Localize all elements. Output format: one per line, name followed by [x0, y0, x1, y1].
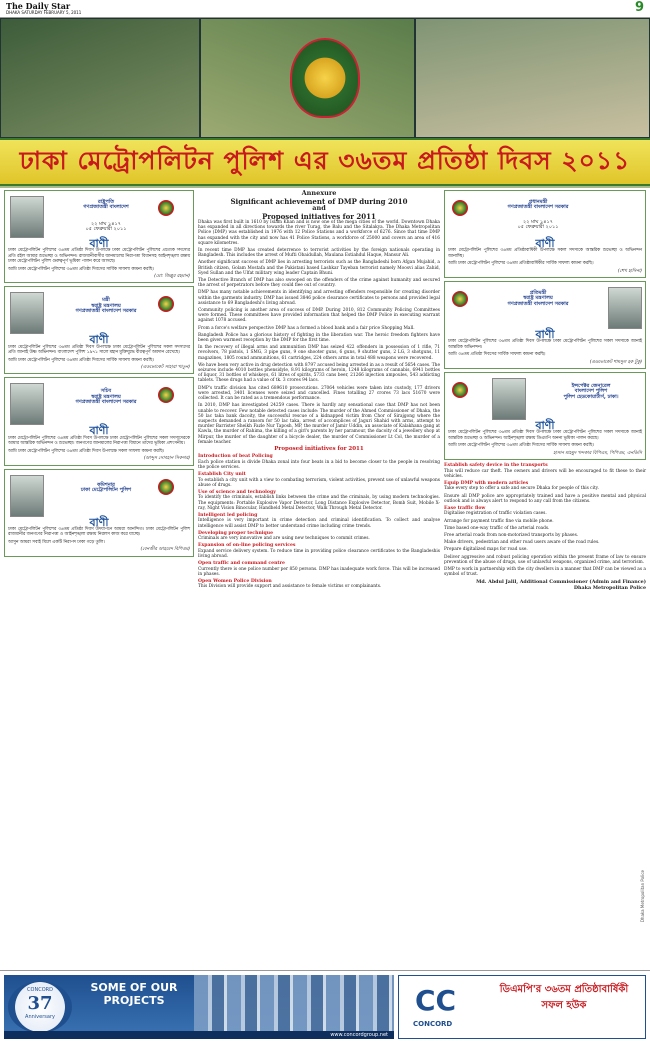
concord-greeting-ad	[398, 975, 646, 1039]
message-heading: বাণী	[89, 237, 109, 250]
annex-label: Annexure	[301, 189, 337, 197]
government-seal-icon	[158, 200, 174, 216]
company-name: CONCORD	[413, 1020, 453, 1028]
middle-column	[198, 190, 440, 592]
secretary-portrait	[10, 383, 44, 425]
initiative-heading: Open Women Police Division	[198, 579, 272, 585]
initiative-heading: Establish safety device in the transports	[444, 463, 548, 469]
header-banner	[0, 18, 650, 188]
annex-title: Significant achievement of DMP during 2010	[230, 196, 408, 206]
ad-url[interactable]: www.concordgroup.net	[4, 1031, 394, 1039]
initiative-heading: Introduction of beat Policing	[198, 454, 273, 460]
igp-message	[444, 372, 646, 460]
initiative-text: This will reduce car theft. The owners and drivers will be encouraged to fit these to their vehicles.	[444, 468, 646, 479]
president-message	[4, 190, 194, 283]
commissioner-message	[4, 469, 194, 557]
initiative-heading: Equip DMP with modern articles	[444, 480, 529, 486]
ad-tagline: SOME OF OUR PROJECTS	[90, 981, 178, 1007]
initiative-text: Currently there is one police number per 850 persons. DMP has inadequate work force. This will be increased in phases.	[198, 566, 440, 577]
message-body-closing: আসুন আমরা সবাই মিলে একটি নিরাপদ ঢাকা গড়ে তুলি।	[8, 539, 105, 545]
message-signature: (আব্দুস সোবহান সিকদার)	[143, 456, 190, 462]
message-body-closing: আমি ঢাকা মেট্রোপলিটন পুলিশের ৩৬তম প্রতিষ্ঠাবার্ষিকীর সার্বিক সাফল্য কামনা করছি।	[448, 261, 594, 267]
prime-minister-message	[444, 190, 646, 278]
government-seal-icon	[158, 296, 174, 312]
annex-heading	[198, 190, 440, 220]
initiative-text: Expand service delivery system. To reduce time in providing police clearance certificates to the Bangladeshis living abroad.	[198, 548, 440, 559]
message-body: ঢাকা মেট্রোপলিটন পুলিশের ৩৬তম প্রতিষ্ঠা দিবস উদযাপনে আমরা আনন্দিত। ঢাকা মেট্রোপলিটন পুলিশ রাজধানীর জনগণের নিরাপত্তা ও আইনশৃঙ্খলা রক্ষায় নিরলস কাজ করে যাচ্ছে।	[8, 526, 190, 538]
concord-projects-ad	[4, 975, 394, 1039]
igp-role: ইন্সপেক্টর জেনারেল বাংলাদেশ পুলিশ পুলিশ হেডকোয়ার্টার্স, ঢাকা।	[563, 383, 619, 400]
message-body-closing: আমি ঢাকা মেট্রোপলিটন পুলিশের ৩৬তম প্রতিষ্ঠা দিবসের সার্বিক সাফল্য কামনা করছি।	[8, 357, 154, 363]
message-body: ঢাকা মেট্রোপলিটন পুলিশের ৩৬তম প্রতিষ্ঠা দিবস উপলক্ষে ঢাকা মেট্রোপলিটন পুলিশের সকল সদস্যকে জানাই আন্তরিক অভিনন্দন।	[448, 339, 642, 350]
home-minister-message	[4, 286, 194, 374]
message-signature: (এডভোকেট শামসুল হক টুকু)	[589, 359, 642, 365]
annex-paragraph: The Detective Branch of DMP has also swooped on the offenders of the crime against humanity and secured the arrest of perpetrators before they could flee out of country.	[198, 278, 440, 289]
badge-number: 37	[27, 993, 53, 1014]
initiative-text: Arrange for payment traffic fine via mobile phone.	[444, 518, 554, 524]
message-body: ঢাকা মেট্রোপলিটন পুলিশের ৩৬তম প্রতিষ্ঠা দিবস উপলক্ষে ঢাকা মেট্রোপলিটন পুলিশের সকল সদস্যদের প্রতি জানাই উষ্ণ অভিনন্দন। বাংলাদেশ পুলিশ ১৯৭১ সালে মহান মুক্তিযুদ্ধে বীরত্বপূর্ণ অবদান রেখেছে।	[8, 344, 190, 356]
annex-paragraph: Community policing is another area of success of DMP. During 2010, 812 Community Policing Committees were formed. These committees have provided information that helped the DMP Police in executing warrant against 1078 accused.	[198, 308, 440, 324]
initiatives-continued	[444, 463, 646, 577]
message-body: ঢাকা মেট্রোপলিটন পুলিশের ৩৬তম প্রতিষ্ঠা দিবস উপলক্ষে ঢাকা মেট্রোপলিটন পুলিশের সকল সদস্যদেরকে আমার আন্তরিক অভিনন্দন ও শুভেচ্ছা। জনগণের জানমালের নিরাপত্তা বিধানে তাদের ভূমিকা প্রশংসনীয়।	[8, 435, 190, 447]
message-signature: (বেনজীর আহমেদ বিপিএম)	[140, 547, 190, 553]
annex-paragraph: Dhaka was first built in 1610 by Islam Khan and is now one of the mega cities of the world. Downtown Dhaka has expanded in all directions towards the river Turag, the Balu and the Sitalakya. The Dhaka Metropolitan Police (DMP) was established in 1976 with 12 Police Stations and a workforce of 6276. Since that time DMP has expanded with the city and now has 41 Police Stations, a workforce of 25000 and covers an area of 416 square kilometres.	[198, 220, 440, 246]
initiative-text: Each police station is divide Dhaka zonal into four beats in a bid to become closer to the people in resolving the police services.	[198, 459, 440, 470]
initiative-text: Digitalise registration of traffic violation cases.	[444, 511, 547, 517]
left-column	[4, 190, 194, 560]
home-minister-role: মন্ত্রী স্বরাষ্ট্র মন্ত্রণালয় গণপ্রজাতন্ত্রী বাংলাদেশ সরকার	[75, 297, 137, 315]
badge-brand: CONCORD	[27, 987, 53, 993]
message-heading: বাণী	[535, 237, 555, 250]
state-minister-role: প্রতিমন্ত্রী স্বরাষ্ট্র মন্ত্রণালয় গণপ্রজাতন্ত্রী বাংলাদেশ সরকার	[507, 290, 569, 307]
annex-paragraph: Another significant success of DMP lies in arresting terrorists such as the Bangladeshi born Afgan Mujahid, a British citizen, Golam Mostafa and the Pakistani based Lashkar Tayeban terrorist namely Moosvi alias Zahid, Syed Sullan and the Ulfat military wing leader Captain Bhuni.	[198, 260, 440, 276]
annex-paragraph: DMP's traffic division has cited 689610 prosecutions. 27064 vehicles were taken into custody, 177 drivers were arrested, 3401 licenses were seized and cancelled. Fines totalling 27 crores 73 lacs 51670 were collected. It can be rated as a tremendous performance.	[198, 385, 440, 402]
page-title: ঢাকা মেট্রোপলিটন পুলিশ এর ৩৬তম প্রতিষ্ঠা দিবস ২০১১	[19, 145, 631, 175]
initiative-heading: Ease traffic flow	[444, 505, 486, 511]
message-body: ঢাকা মেট্রোপলিটন পুলিশের ৩৬তম প্রতিষ্ঠা দিবস উপলক্ষে ঢাকা মেট্রোপলিটন পুলিশের প্রত্যেক সদস্যের প্রতি রইল আমার শুভেচ্ছা ও অভিনন্দন। রাজধানীবাসীর জানমালের নিরাপত্তা বিধানসহ আইনশৃঙ্খলা রক্ষায় ঢাকা মেট্রোপলিটন পুলিশ গুরুত্বপূর্ণ ভূমিকা পালন করে আসছে।	[8, 248, 190, 265]
president-role: রাষ্ট্রপতি গণপ্রজাতন্ত্রী বাংলাদেশ	[83, 199, 129, 211]
title-bar	[0, 138, 650, 186]
concord-logo-icon: CC	[415, 984, 457, 1017]
annex-subtitle: Proposed initiatives for 2011	[262, 211, 376, 221]
message-dates: ২২ মাঘ ১৪১৭ ০৫ ফেব্রুয়ারী ২০১১	[517, 219, 559, 231]
government-seal-icon	[158, 387, 174, 403]
annex-paragraph: In recent time DMP has created deterrence to terrorist activities by the foreign nationals operating in Bangladesh. This includes the arrest of Mufti Obaidullah, Maulana Estiahdul Haque, Mansur Ali.	[198, 248, 440, 259]
police-training-photo	[0, 18, 200, 138]
message-body-closing: আমি ঢাকা মেট্রোপলিটন পুলিশের ৩৬তম প্রতিষ্ঠা দিবসের সার্বিক সাফল্য কামনা করছি।	[448, 443, 594, 449]
initiative-text: Prepare digitalized maps for road use.	[444, 547, 528, 553]
annex-paragraph: In the recovery of illegal arms and ammunition DMP has seized 422 offenders in possession of 1 rifle, 71 revolvers, 78 pistols, 1 SMG, 3 pipe guns, 9 one shooter guns, 6 guns, 9 shutter guns, 2 LG, 3 shotguns, 11 magazines, 1805 round ammunitions, 61 cartridges, 224 others arms in total 488 weapons were recovered.	[198, 345, 440, 361]
message-signature: (মো: জিল্লুর রহমান)	[154, 274, 190, 280]
state-minister-message	[444, 281, 646, 369]
message-body: ঢাকা মেট্রোপলিটন পুলিশের ৩৬তম প্রতিষ্ঠা দিবস উপলক্ষে ঢাকা মেট্রোপলিটন পুলিশের সকল সদস্যকে জানাই আন্তরিক শুভেচ্ছা ও অভিনন্দন। আইনশৃঙ্খলা রক্ষায় ডিএমপি অনন্য ভূমিকা পালন করছে।	[448, 430, 642, 441]
message-body-closing: আমি ঢাকা মেট্রোপলিটন পুলিশের ৩৬তম প্রতিষ্ঠা দিবসের সার্বিক সাফল্য কামনা করছি।	[8, 266, 154, 272]
secretary-role: সচিব স্বরাষ্ট্র মন্ত্রণালয় গণপ্রজাতন্ত্রী বাংলাদেশ সরকার	[75, 388, 137, 406]
initiative-text: Free arterial roads from non-motorized transports by phases.	[444, 532, 579, 538]
dmp-crest-icon	[290, 38, 360, 118]
initiative-text: Take every step to offer a safe and secure Dhaka for people of this city.	[444, 486, 599, 492]
masthead	[0, 0, 650, 18]
government-seal-icon	[452, 200, 468, 216]
initiative-text: Deliver aggressive and robust policing operation within the present frame of law to ensure prevention of the abuse of drugs, use of unlawful weapons, organized crime, and terrorism.	[444, 554, 646, 565]
right-column	[444, 190, 646, 591]
message-body-closing: আমি ৩৬তম প্রতিষ্ঠা দিবসের সার্বিক সাফল্য কামনা করছি।	[448, 352, 546, 358]
initiative-text: This Division will provide support and assistance to female victims or complainants.	[198, 584, 382, 590]
commissioner-role: কমিশনার ঢাকা মেট্রোপলিটন পুলিশ	[80, 481, 132, 493]
initiative-text: To identify the criminals, establish links between the crime and the criminals, by using modern technologies. The equipments: Portable Explosive Vapor Detector, Long Distance Explosive Detector, Bomb Suit, Mobile X-ray, Night Vision Binocular, Handheld Metal Detector, Walk Through Metal Detector.	[198, 495, 440, 511]
initiative-text: Time based one-way traffic of the arterial roads.	[444, 525, 550, 531]
issue-date: DHAKA SATURDAY FEBRUARY 5, 2011	[6, 10, 82, 15]
annex-paragraph: Bangladesh Police has a glorious history of fighting in the liberation war. The heroic freedom fighters have been given warmest reception by the DMP for the first time.	[198, 332, 440, 344]
message-body-closing: আমি ঢাকা মেট্রোপলিটন পুলিশের ৩৬তম প্রতিষ্ঠা দিবস উপলক্ষে সকল সাফল্য কামনা করছি।	[8, 448, 165, 454]
dmp-seal-icon	[158, 479, 174, 495]
annex-paragraph: In 2010, DMP has investigated 24259 cases. There is hardly any sensational case that DMP has not been unable to recover. Few notable detected cases include: The murder of the Ahmed Commissioner of Dhaka, the 50 lac taka bank dacoity, the successful rescue of a kidnapped victim from Chor of Sirajgong where the suspects demanded a ransom for 50 lac taka, arrest of accomplices of Jaguri Shahid with arms, attempt to murder Barrister Sheikh Fazle Nur Taposh, MP, the murder of Jamir Uddin, an associate of Kalakhana gang at Kawla, the murder of Rahima, the killing of a girl's parents by her paramour, the dacoity of a jewellery shop at Mirpur, the murder of the daughter of a bicycle dealer, the murder of Commissioner Lt Col, the murder of a female teacher.	[198, 403, 440, 445]
police-service-photo	[415, 18, 650, 138]
message-heading: বাণী	[89, 515, 109, 529]
secretary-message	[4, 377, 194, 465]
initiative-text: To establish a city unit with a view to combating terrorism, violent activities, prevent use of unlawful weapons abuse of drugs.	[198, 477, 440, 488]
message-heading: বাণী	[535, 328, 555, 342]
annex-paragraph: DMP has many notable achievements in identifying and arresting offenders responsible for creating disorder within the garments industry. DMP has issued 3846 police clearance certificates to persons and provided legal assistance to 69 Bangladeshi's living abroad.	[198, 290, 440, 306]
anniversary-badge	[8, 981, 72, 1033]
initiative-heading: Expansion of on-line policing services	[198, 543, 296, 549]
message-signature: (শেখ হাসিনা)	[617, 268, 642, 274]
igp-portrait	[492, 378, 526, 420]
initiative-heading: Intelligent led policing	[198, 512, 258, 518]
initiative-text: DMP to work in partnership with the city dwellers in a manner that DMP can be viewed as a symbol of trust.	[444, 566, 646, 578]
annex-and: and	[312, 204, 326, 212]
initiative-text: Criminals are very innovative and are using new techniques to commit crimes.	[198, 536, 370, 542]
initiative-heading: Open traffic and command centre	[198, 561, 285, 567]
prime-minister-role: প্রধানমন্ত্রী গণপ্রজাতন্ত্রী বাংলাদেশ সরকার	[507, 199, 569, 211]
achievements-text	[198, 220, 440, 445]
initiative-heading: Use of science and technology	[198, 489, 276, 495]
initiative-text: Intelligence is very important in crime detection and criminal identification. To collect and analyse intelligence will assist DMP to better understand crime including crime trends.	[198, 518, 440, 529]
message-dates: ২২ মাঘ ১৪১৭ ০৫ ফেব্রুয়ারী ২০১১	[85, 221, 127, 233]
signatory-organization: Dhaka Metropolitan Police	[573, 585, 646, 592]
commissioner-portrait	[10, 475, 44, 517]
government-seal-icon	[452, 291, 468, 307]
home-minister-portrait	[10, 292, 44, 334]
initiative-heading: Developing proper technique	[198, 530, 274, 536]
initiatives-list	[198, 454, 440, 589]
annex-signature	[444, 579, 646, 591]
initiative-heading: Establish City unit	[198, 472, 246, 478]
message-signature: (এডভোকেট সাহারা খাতুন)	[140, 365, 190, 371]
greeting-message: ডিএমপি'র ৩৬তম প্রতিষ্ঠাবার্ষিকী সফল হউক	[499, 984, 629, 1011]
signatory-name: Md. Abdul Jalil, Additional Commissioner (Admin and Finance)	[476, 579, 646, 586]
message-signature: হাসান মাহমুদ খন্দকার বিপিএম, পিপিএম, এনডিসি	[553, 450, 642, 456]
badge-label: Anniversary	[25, 1014, 55, 1020]
initiative-text: Make drivers, pedestrian and other road users aware of the road rules.	[444, 540, 600, 546]
buildings-photo	[194, 975, 394, 1039]
police-seal-icon	[452, 382, 468, 398]
message-body: ঢাকা মেট্রোপলিটন পুলিশের ৩৬তম প্রতিষ্ঠাবার্ষিকী উপলক্ষে সকল সদস্যকে আন্তরিক শুভেচ্ছা ও অভিনন্দন জানাচ্ছি।	[448, 248, 642, 259]
annex-paragraph: We have been very active in drug detection with 8797 accused being arrested in as a result of 5654 cases. The seizures include 4010 bottles phensidyle, 8.91 kilograms of heroin, 1248 kilograms of cannabis, 6941 bottles of liquor, 31 bottles of whiskeys, 61 litres of spirits, 5733 cans beer, 21266 injection ampoules, 543 addicting tablets. These drugs had a value of tk. 3 crores 94 lacs.	[198, 362, 440, 384]
president-portrait	[10, 196, 44, 238]
initiative-text: Ensure all DMP police are appropriately trained and have a positive mental and physical outlook and is always alert to respond to any call from the citizens.	[444, 493, 646, 504]
annex-paragraph: From a force's welfare perspective DMP has a formed a blood bank and a fair price Shopping Mall.	[198, 325, 415, 331]
proposed-initiatives-title: Proposed initiatives for 2011	[274, 445, 364, 452]
message-heading: বাণী	[535, 419, 555, 433]
newspaper-name: The Daily Star	[6, 1, 71, 11]
page-number: 9	[634, 0, 644, 15]
message-heading: বাণী	[89, 333, 109, 347]
side-credit: Dhaka Metropolitan Police	[640, 870, 645, 923]
message-heading: বাণী	[89, 424, 109, 438]
footer-ads	[0, 970, 650, 1042]
state-minister-portrait	[608, 287, 642, 329]
